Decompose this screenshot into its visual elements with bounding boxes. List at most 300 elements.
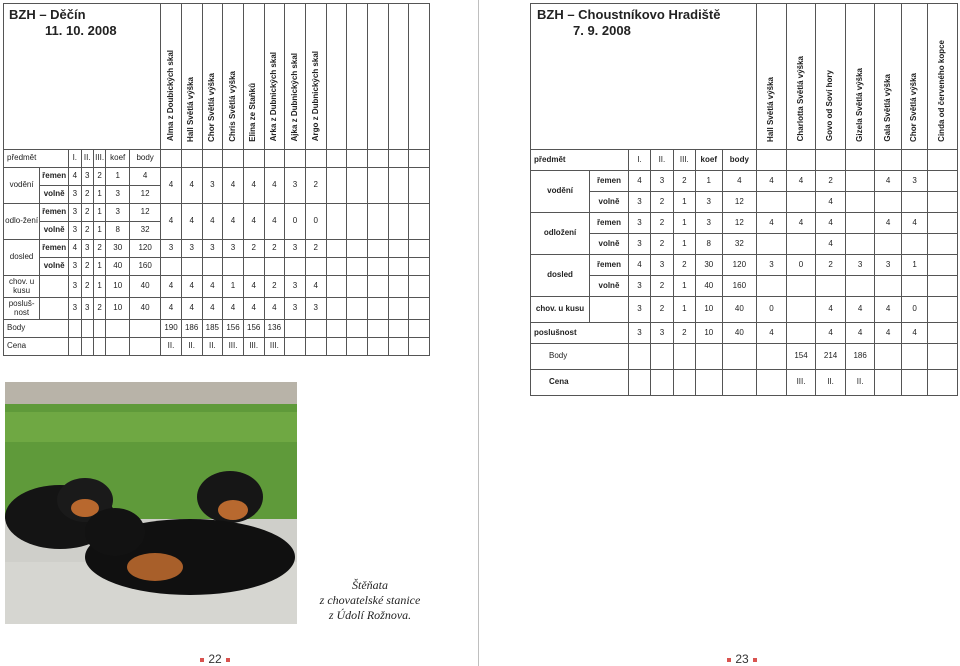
- table-cell: 3: [106, 204, 130, 222]
- table-cell: [875, 150, 901, 171]
- table-cell: 4: [757, 213, 787, 234]
- table-cell: 30: [106, 240, 130, 258]
- table-cell: [367, 4, 388, 150]
- page-title: BZH – Choustníkovo Hradiště 7. 9. 2008: [531, 4, 757, 150]
- table-cell: II.: [845, 370, 875, 396]
- table-cell: II.: [181, 338, 202, 356]
- table-cell: [388, 276, 409, 298]
- table-cell: 32: [130, 222, 161, 240]
- table-cell: 3: [69, 186, 81, 204]
- table-cell: [223, 150, 244, 168]
- table-cell: 3: [628, 192, 650, 213]
- dog-name-header: Chor Světlá výška: [202, 4, 223, 150]
- table-cell: 4: [161, 204, 182, 240]
- table-cell: [845, 213, 875, 234]
- table-cell: 4: [757, 171, 787, 192]
- table-cell: 2: [81, 258, 93, 276]
- table-cell: II.: [81, 150, 93, 168]
- table-cell: [928, 344, 958, 370]
- table-cell: 12: [722, 192, 757, 213]
- table-cell: [326, 204, 347, 240]
- table-cell: [901, 370, 927, 396]
- table-cell: 2: [264, 240, 285, 258]
- table-cell: 3: [69, 204, 81, 222]
- table-cell: 4: [243, 168, 264, 204]
- table-cell: [628, 370, 650, 396]
- table-cell: 1: [93, 186, 105, 204]
- table-cell: koef: [696, 150, 722, 171]
- table-cell: 4: [816, 192, 846, 213]
- table-cell: [347, 276, 368, 298]
- table-cell: 4: [243, 204, 264, 240]
- table-cell: 2: [673, 171, 695, 192]
- table-cell: 1: [673, 234, 695, 255]
- table-cell: 3: [628, 276, 650, 297]
- table-cell: [326, 276, 347, 298]
- table-row: [4, 276, 430, 298]
- table-cell: body: [130, 150, 161, 168]
- table-cell: 3: [285, 168, 306, 204]
- table-cell: [901, 150, 927, 171]
- table-cell: 40: [696, 276, 722, 297]
- table-cell: 2: [264, 276, 285, 298]
- table-cell: 4: [816, 234, 846, 255]
- table-cell: 3: [696, 213, 722, 234]
- table-cell: [388, 338, 409, 356]
- table-cell: [409, 276, 430, 298]
- table-cell: 3: [69, 258, 81, 276]
- table-cell: 186: [845, 344, 875, 370]
- table-cell: 1: [93, 204, 105, 222]
- table-cell: [901, 234, 927, 255]
- dog-name-header: Ajka z Dubnických skal: [285, 4, 306, 150]
- table-cell: 4: [786, 213, 816, 234]
- table-cell: [326, 338, 347, 356]
- table-cell: [722, 370, 757, 396]
- table-cell: 3: [285, 240, 306, 258]
- table-cell: [388, 4, 409, 150]
- photo-caption: Štěňata z chovatelské stanice z Údolí Rožnova.: [319, 578, 421, 622]
- table-cell: [367, 320, 388, 338]
- table-cell: 4: [875, 297, 901, 323]
- table-cell: 160: [130, 258, 161, 276]
- table-cell: 136: [264, 320, 285, 338]
- table-cell: [161, 258, 182, 276]
- table-cell: 3: [81, 240, 93, 258]
- table-cell: III.: [673, 150, 695, 171]
- table-cell: volně: [40, 186, 69, 204]
- table-cell: [928, 323, 958, 344]
- table-cell: 3: [651, 323, 673, 344]
- square-marker-icon: [727, 658, 731, 662]
- table-cell: 3: [285, 298, 306, 320]
- table-cell: 3: [628, 234, 650, 255]
- totals-row: [4, 320, 430, 338]
- table-cell: [816, 276, 846, 297]
- table-cell: 3: [81, 168, 93, 186]
- table-cell: 2: [651, 234, 673, 255]
- table-cell: 3: [69, 276, 81, 298]
- table-cell: [409, 298, 430, 320]
- table-cell: 1: [93, 276, 105, 298]
- table-cell: [786, 297, 816, 323]
- table-cell: 2: [305, 168, 326, 204]
- table-cell: 3: [81, 298, 93, 320]
- table-cell: 4: [181, 204, 202, 240]
- table-cell: [673, 370, 695, 396]
- table-cell: [928, 297, 958, 323]
- table-cell: [69, 320, 81, 338]
- table-cell: 12: [130, 186, 161, 204]
- dog-name-header: Arka z Dubnických skal: [264, 4, 285, 150]
- table-cell: [696, 370, 722, 396]
- table-cell: 2: [81, 186, 93, 204]
- table-cell: chov. u kusu: [4, 276, 40, 298]
- table-cell: [757, 370, 787, 396]
- table-cell: 156: [223, 320, 244, 338]
- table-cell: 3: [875, 255, 901, 276]
- table-cell: řemen: [40, 168, 69, 186]
- table-cell: posluš-nost: [4, 298, 40, 320]
- table-cell: [409, 240, 430, 258]
- table-cell: [388, 320, 409, 338]
- table-cell: 2: [651, 297, 673, 323]
- table-cell: 4: [223, 298, 244, 320]
- table-cell: [367, 240, 388, 258]
- table-cell: [875, 344, 901, 370]
- table-cell: 4: [243, 298, 264, 320]
- table-cell: 3: [651, 171, 673, 192]
- table-cell: Body: [4, 320, 69, 338]
- table-cell: 4: [816, 213, 846, 234]
- table-cell: 3: [69, 298, 81, 320]
- table-cell: [901, 276, 927, 297]
- table-cell: 4: [243, 276, 264, 298]
- table-cell: 1: [93, 258, 105, 276]
- table-cell: [40, 298, 69, 320]
- table-cell: volně: [40, 258, 69, 276]
- table-cell: [845, 150, 875, 171]
- table-cell: [409, 338, 430, 356]
- table-cell: [181, 258, 202, 276]
- table-cell: dosled: [531, 255, 590, 297]
- table-cell: II.: [161, 338, 182, 356]
- table-cell: dosled: [4, 240, 40, 276]
- table-cell: I.: [628, 150, 650, 171]
- table-cell: 3: [845, 255, 875, 276]
- table-cell: 190: [161, 320, 182, 338]
- table-cell: řemen: [590, 171, 629, 192]
- table-cell: 4: [181, 276, 202, 298]
- table-cell: 4: [786, 171, 816, 192]
- cena-row: [531, 370, 958, 396]
- square-marker-icon: [753, 658, 757, 662]
- table-cell: [305, 258, 326, 276]
- table-cell: 3: [628, 213, 650, 234]
- table-cell: [106, 320, 130, 338]
- table-cell: 4: [202, 276, 223, 298]
- table-cell: 4: [181, 298, 202, 320]
- table-cell: II.: [816, 370, 846, 396]
- puppies-photo: [5, 382, 297, 624]
- table-cell: [326, 150, 347, 168]
- column-header-row: [4, 150, 430, 168]
- table-cell: [928, 192, 958, 213]
- table-cell: Body: [531, 344, 629, 370]
- table-cell: 186: [181, 320, 202, 338]
- table-cell: [81, 338, 93, 356]
- table-cell: 4: [816, 297, 846, 323]
- table-cell: 1: [673, 213, 695, 234]
- table-cell: [367, 150, 388, 168]
- table-cell: [928, 276, 958, 297]
- table-cell: [202, 258, 223, 276]
- table-cell: [264, 150, 285, 168]
- table-cell: [928, 213, 958, 234]
- dog-name-header: Elina ze Staňků: [243, 4, 264, 150]
- table-cell: 2: [651, 276, 673, 297]
- table-cell: [367, 258, 388, 276]
- table-cell: [409, 4, 430, 150]
- table-cell: 4: [69, 240, 81, 258]
- table-cell: 4: [305, 276, 326, 298]
- table-cell: 2: [81, 276, 93, 298]
- square-marker-icon: [200, 658, 204, 662]
- table-cell: [928, 255, 958, 276]
- table-cell: 3: [305, 298, 326, 320]
- table-cell: 4: [223, 168, 244, 204]
- table-cell: 4: [264, 168, 285, 204]
- table-cell: II.: [651, 150, 673, 171]
- table-row: [531, 234, 958, 255]
- table-cell: [388, 204, 409, 240]
- wall: [5, 382, 297, 404]
- cena-row: [4, 338, 430, 356]
- table-cell: [181, 150, 202, 168]
- table-cell: 1: [673, 297, 695, 323]
- table-cell: [305, 150, 326, 168]
- table-cell: [161, 150, 182, 168]
- table-row: [531, 192, 958, 213]
- dog-name-header: Charlotta Světlá výška: [786, 4, 816, 150]
- table-cell: 4: [875, 171, 901, 192]
- table-cell: [347, 150, 368, 168]
- table-cell: [367, 338, 388, 356]
- table-cell: III.: [264, 338, 285, 356]
- table-cell: 4: [161, 276, 182, 298]
- table-cell: [875, 276, 901, 297]
- table-cell: [845, 276, 875, 297]
- table-cell: [786, 234, 816, 255]
- table-cell: [347, 258, 368, 276]
- table-cell: [326, 240, 347, 258]
- table-row: [531, 255, 958, 276]
- table-row: [531, 297, 958, 323]
- table-cell: 3: [202, 168, 223, 204]
- table-cell: [628, 344, 650, 370]
- table-cell: [816, 150, 846, 171]
- table-cell: 12: [722, 213, 757, 234]
- table-cell: [106, 338, 130, 356]
- table-cell: [93, 320, 105, 338]
- table-cell: 4: [901, 323, 927, 344]
- table-cell: koef: [106, 150, 130, 168]
- table-cell: 3: [628, 323, 650, 344]
- table-cell: [326, 258, 347, 276]
- table-row: [4, 240, 430, 258]
- table-cell: řemen: [590, 213, 629, 234]
- table-row: [531, 276, 958, 297]
- table-cell: [93, 338, 105, 356]
- results-table-choustnikovo: [530, 3, 958, 396]
- results-table-decin: [3, 3, 430, 356]
- table-cell: 0: [285, 204, 306, 240]
- table-cell: 1: [673, 192, 695, 213]
- dog-name-header: Alma z Doubických skal: [161, 4, 182, 150]
- dog-name-header: Gizela Světlá výška: [845, 4, 875, 150]
- table-cell: [388, 298, 409, 320]
- table-row: [531, 213, 958, 234]
- table-row: [531, 323, 958, 344]
- table-cell: 4: [223, 204, 244, 240]
- table-cell: [928, 370, 958, 396]
- table-cell: [845, 192, 875, 213]
- table-cell: Cena: [531, 370, 629, 396]
- table-cell: [202, 150, 223, 168]
- table-cell: 4: [628, 255, 650, 276]
- table-cell: [388, 258, 409, 276]
- table-cell: [367, 168, 388, 204]
- table-cell: 40: [130, 298, 161, 320]
- table-cell: odložení: [531, 213, 590, 255]
- table-cell: [786, 150, 816, 171]
- table-cell: [696, 344, 722, 370]
- table-cell: [722, 344, 757, 370]
- table-cell: 3: [628, 297, 650, 323]
- table-cell: 10: [106, 298, 130, 320]
- table-cell: volně: [590, 234, 629, 255]
- table-cell: 154: [786, 344, 816, 370]
- table-cell: 2: [243, 240, 264, 258]
- table-cell: [326, 298, 347, 320]
- table-cell: [786, 192, 816, 213]
- table-cell: 8: [106, 222, 130, 240]
- table-cell: [367, 298, 388, 320]
- page-title: BZH – Děčín 11. 10. 2008: [4, 4, 161, 150]
- table-cell: 2: [651, 192, 673, 213]
- table-cell: 4: [757, 323, 787, 344]
- table-cell: 2: [81, 222, 93, 240]
- table-cell: 4: [901, 213, 927, 234]
- table-row: [4, 204, 430, 222]
- table-cell: [285, 258, 306, 276]
- table-cell: [367, 276, 388, 298]
- table-cell: poslušnost: [531, 323, 629, 344]
- table-cell: 30: [696, 255, 722, 276]
- table-cell: 4: [130, 168, 161, 186]
- table-cell: 4: [722, 171, 757, 192]
- dog-name-header: Gala Světlá výška: [875, 4, 901, 150]
- table-cell: 4: [202, 298, 223, 320]
- table-cell: 1: [223, 276, 244, 298]
- table-cell: 0: [757, 297, 787, 323]
- table-cell: 0: [305, 204, 326, 240]
- table-cell: předmět: [4, 150, 69, 168]
- table-cell: [130, 320, 161, 338]
- table-cell: [409, 150, 430, 168]
- table-cell: chov. u kusu: [531, 297, 590, 323]
- table-cell: volně: [590, 192, 629, 213]
- table-cell: [845, 171, 875, 192]
- table-cell: [590, 297, 629, 323]
- table-cell: 1: [93, 222, 105, 240]
- table-cell: [347, 240, 368, 258]
- page-gutter: [478, 0, 479, 666]
- table-cell: 2: [816, 171, 846, 192]
- table-cell: 2: [816, 255, 846, 276]
- table-cell: 10: [106, 276, 130, 298]
- table-cell: III.: [786, 370, 816, 396]
- table-cell: 4: [845, 297, 875, 323]
- table-cell: [786, 276, 816, 297]
- table-cell: 3: [757, 255, 787, 276]
- table-cell: [285, 320, 306, 338]
- table-cell: 4: [202, 204, 223, 240]
- table-cell: [928, 150, 958, 171]
- table-cell: [757, 344, 787, 370]
- table-row: [531, 171, 958, 192]
- table-cell: 10: [696, 323, 722, 344]
- table-cell: [243, 150, 264, 168]
- table-cell: 3: [161, 240, 182, 258]
- table-cell: [347, 338, 368, 356]
- table-cell: 2: [651, 213, 673, 234]
- table-cell: 3: [901, 171, 927, 192]
- table-cell: [875, 370, 901, 396]
- dog-name-header: Argo z Dubnických skal: [305, 4, 326, 150]
- square-marker-icon: [226, 658, 230, 662]
- table-cell: [243, 258, 264, 276]
- table-cell: 160: [722, 276, 757, 297]
- table-cell: [305, 320, 326, 338]
- table-cell: volně: [40, 222, 69, 240]
- dog-name-header: Hall Světlá výška: [181, 4, 202, 150]
- table-cell: [651, 344, 673, 370]
- table-cell: 2: [93, 298, 105, 320]
- table-cell: [651, 370, 673, 396]
- table-cell: body: [722, 150, 757, 171]
- table-cell: 1: [106, 168, 130, 186]
- table-cell: 32: [722, 234, 757, 255]
- table-row: [4, 258, 430, 276]
- dog-name-header: Cinda od červeného kopce: [928, 4, 958, 150]
- table-cell: 10: [696, 297, 722, 323]
- table-cell: [347, 204, 368, 240]
- table-cell: 4: [816, 323, 846, 344]
- table-cell: [757, 150, 787, 171]
- table-cell: [786, 323, 816, 344]
- table-cell: 4: [875, 323, 901, 344]
- table-cell: vodění: [531, 171, 590, 213]
- table-cell: [347, 168, 368, 204]
- table-row: [4, 298, 430, 320]
- table-cell: [757, 234, 787, 255]
- table-cell: [285, 150, 306, 168]
- column-header-row: [531, 150, 958, 171]
- table-cell: [757, 192, 787, 213]
- table-cell: [130, 338, 161, 356]
- table-cell: [673, 344, 695, 370]
